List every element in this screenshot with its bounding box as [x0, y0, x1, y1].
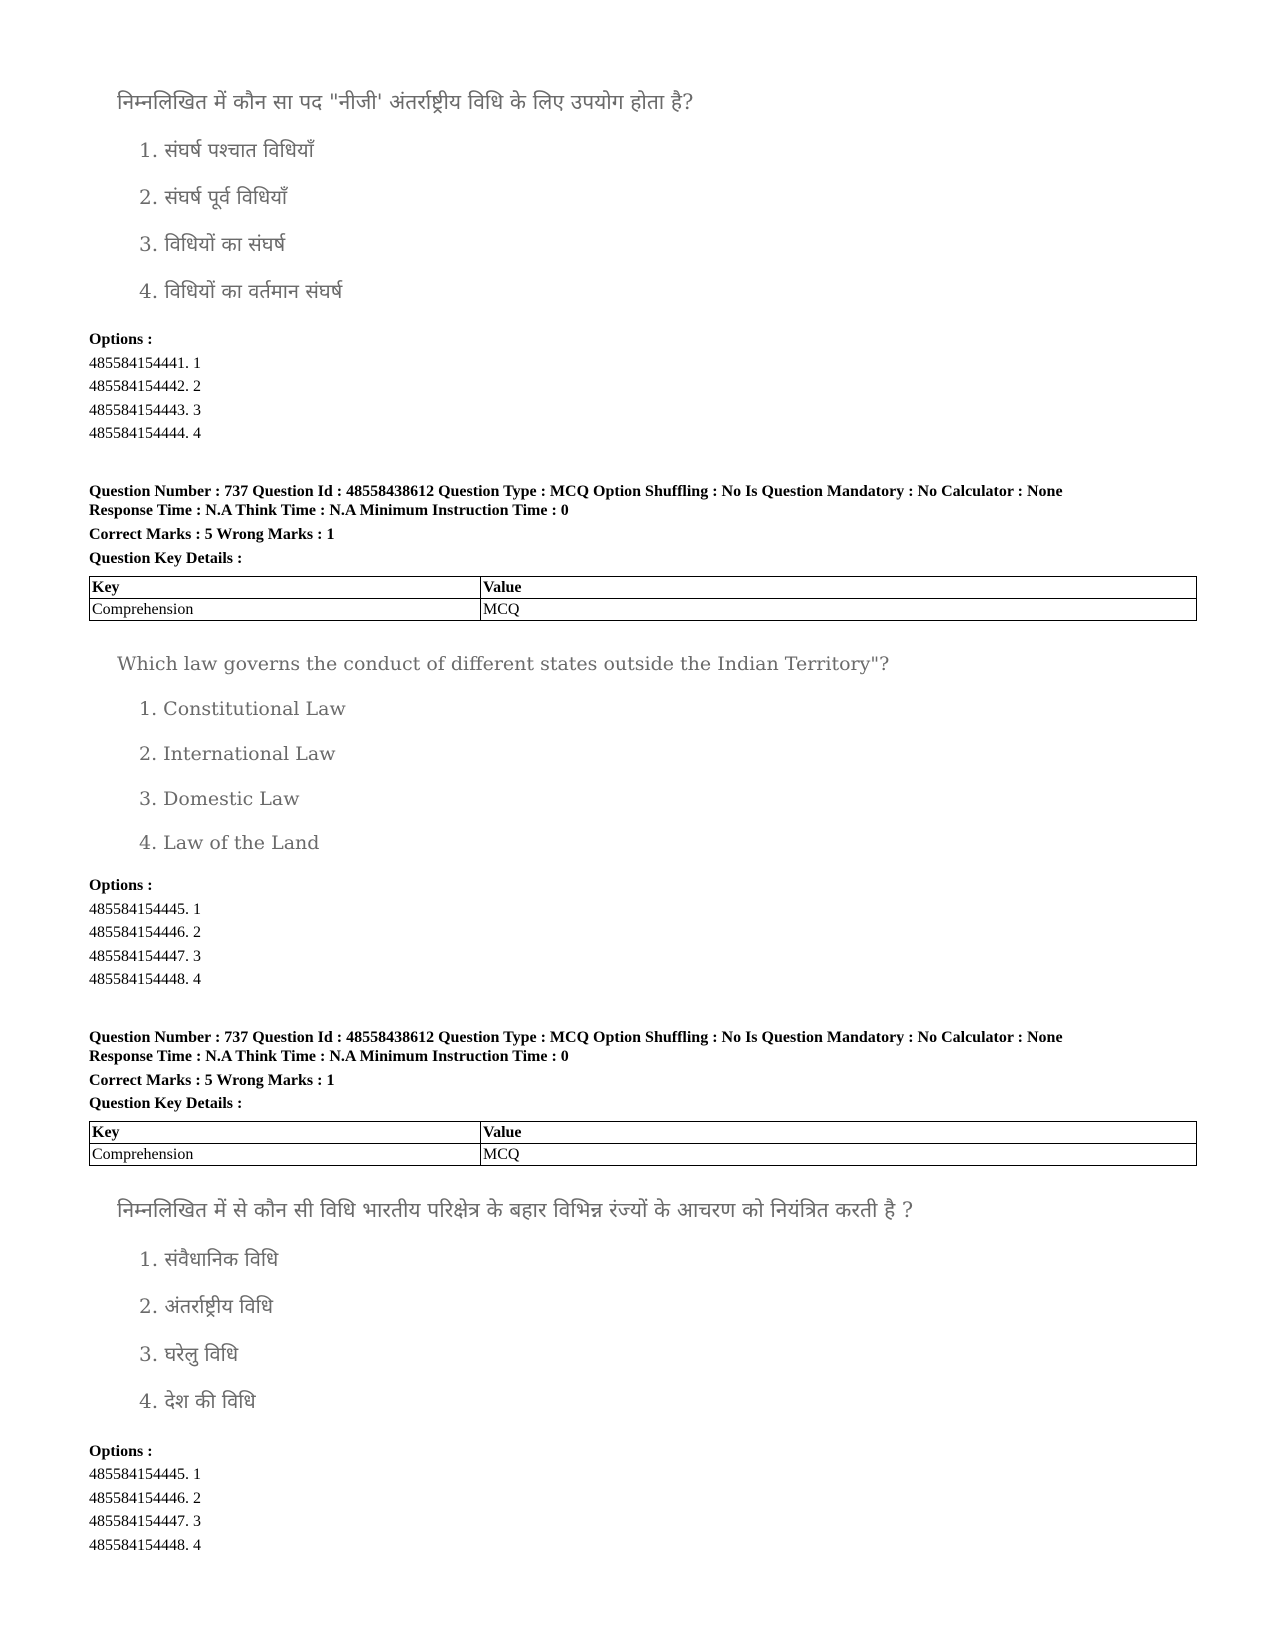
option-id-2: 485584154446. 2 — [89, 1490, 201, 1507]
question-option-4: 4. Law of the Land — [139, 832, 320, 854]
question-stem: Which law governs the conduct of different states outside the Indian Territory"? — [117, 653, 890, 675]
option-id-3: 485584154447. 3 — [89, 1513, 201, 1530]
question-meta-line-2: Response Time : N.A Think Time : N.A Minimum Instruction Time : 0 — [89, 1048, 569, 1065]
question-option-2: 2. अंतर्राष्ट्रीय विधि — [139, 1294, 274, 1318]
question-stem: निम्नलिखित में से कौन सी विधि भारतीय परिक्षेत्र के बहार विभिन्न रंज्यों के आचरण को नियंत्रित करती है ? — [117, 1198, 914, 1222]
table-cell-value: MCQ — [481, 1144, 1197, 1166]
question-meta-line-1: Question Number : 737 Question Id : 48558438612 Question Type : MCQ Option Shuffling : No Is Question Mandatory : No Calculator : None — [89, 1029, 1063, 1046]
option-id-4: 485584154444. 4 — [89, 425, 201, 442]
question-meta-line-1: Question Number : 737 Question Id : 48558438612 Question Type : MCQ Option Shuffling : No Is Question Mandatory : No Calculator : None — [89, 483, 1063, 500]
option-id-1: 485584154445. 1 — [89, 1466, 201, 1483]
question-option-3: 3. Domestic Law — [139, 788, 300, 810]
question-meta-line-2: Response Time : N.A Think Time : N.A Minimum Instruction Time : 0 — [89, 502, 569, 519]
table-cell-key: Comprehension — [90, 599, 481, 621]
key-details-label: Question Key Details : — [89, 550, 243, 567]
question-block-1 — [0, 0, 1275, 460]
table-header-key: Key — [90, 1122, 481, 1144]
options-label: Options : — [89, 331, 153, 348]
option-id-3: 485584154447. 3 — [89, 948, 201, 965]
question-option-2: 2. International Law — [139, 743, 336, 765]
option-id-4: 485584154448. 4 — [89, 1537, 201, 1554]
option-id-3: 485584154443. 3 — [89, 402, 201, 419]
question-option-3: 3. विधियों का संघर्ष — [139, 232, 286, 256]
question-image-english — [0, 640, 1275, 860]
question-option-2: 2. संघर्ष पूर्व विधियाँ — [139, 185, 288, 209]
options-label: Options : — [89, 1443, 153, 1460]
question-option-1: 1. संवैधानिक विधि — [139, 1247, 279, 1271]
marks-line: Correct Marks : 5 Wrong Marks : 1 — [89, 526, 335, 543]
question-stem: निम्नलिखित में कौन सा पद "नीजी' अंतर्राष्ट्रीय विधि के लिए उपयोग होता है? — [117, 90, 694, 114]
option-id-1: 485584154441. 1 — [89, 355, 201, 372]
option-id-4: 485584154448. 4 — [89, 971, 201, 988]
option-id-2: 485584154442. 2 — [89, 378, 201, 395]
table-row — [90, 1144, 1197, 1166]
question-image-hindi-2 — [0, 1180, 1275, 1420]
table-header-value: Value — [481, 1122, 1197, 1144]
question-image-hindi-1 — [0, 0, 1275, 320]
question-option-3: 3. घरेलु विधि — [139, 1342, 239, 1366]
table-header-row — [90, 1122, 1197, 1144]
option-id-1: 485584154445. 1 — [89, 901, 201, 918]
table-header-row — [90, 577, 1197, 599]
table-cell-key: Comprehension — [90, 1144, 481, 1166]
key-value-table — [89, 1121, 1197, 1166]
table-header-key: Key — [90, 577, 481, 599]
question-option-1: 1. Constitutional Law — [139, 698, 346, 720]
key-details-label: Question Key Details : — [89, 1095, 243, 1112]
options-label: Options : — [89, 877, 153, 894]
table-header-value: Value — [481, 577, 1197, 599]
option-id-2: 485584154446. 2 — [89, 924, 201, 941]
table-cell-value: MCQ — [481, 599, 1197, 621]
question-option-1: 1. संघर्ष पश्चात विधियाँ — [139, 138, 314, 162]
table-row — [90, 599, 1197, 621]
question-option-4: 4. विधियों का वर्तमान संघर्ष — [139, 279, 343, 303]
key-value-table — [89, 576, 1197, 621]
marks-line: Correct Marks : 5 Wrong Marks : 1 — [89, 1072, 335, 1089]
question-option-4: 4. देश की विधि — [139, 1389, 256, 1413]
